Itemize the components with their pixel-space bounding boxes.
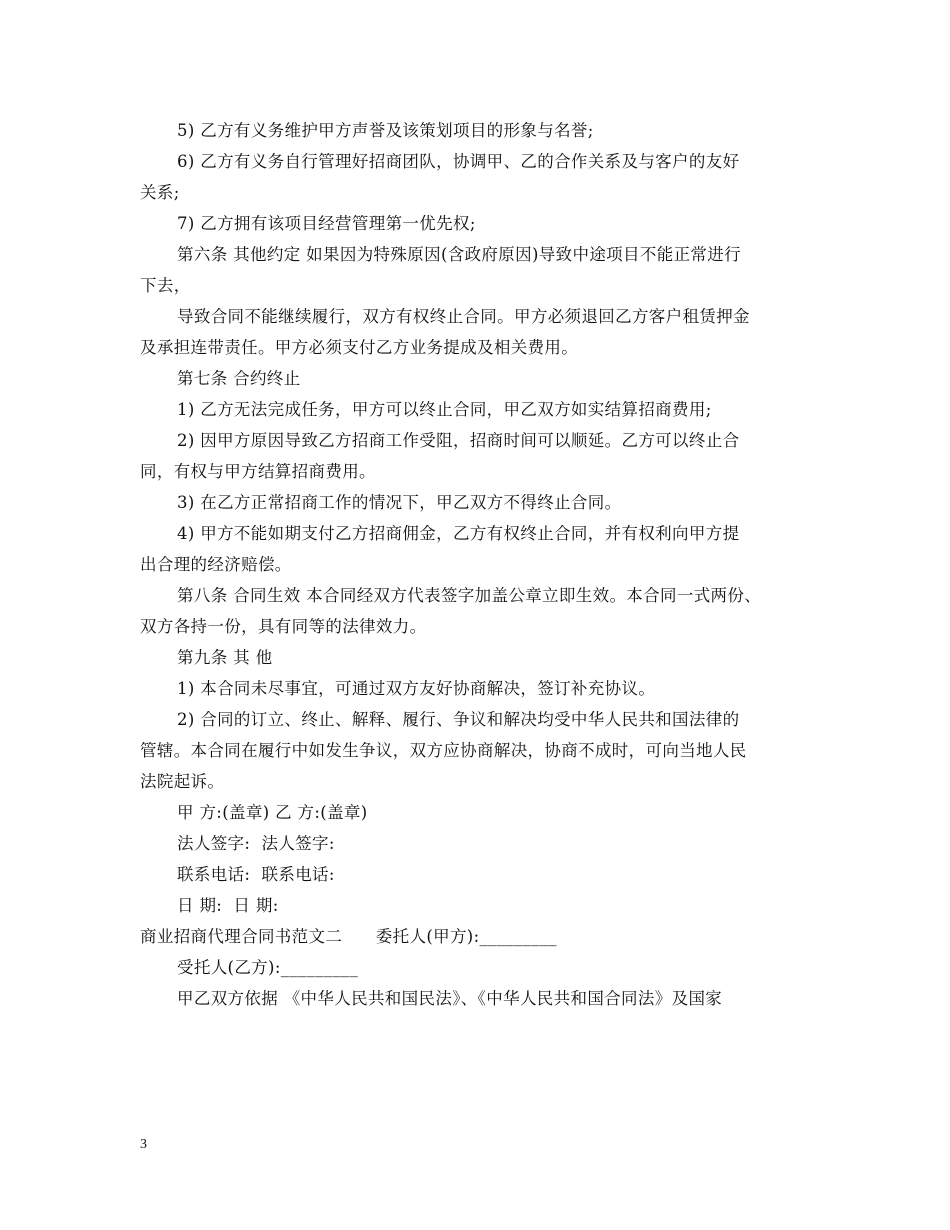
signature-line-legal-rep: 法人签字: 法人签字: bbox=[177, 834, 335, 853]
section-heading-line: 第八条 合同生效 本合同经双方代表签字加盖公章立即生效。本合同一式两份、 bbox=[177, 586, 762, 605]
paragraph-line: 下去， bbox=[140, 276, 191, 295]
paragraph-line: 导致合同不能继续履行，双方有权终止合同。甲方必须退回乙方客户租赁押金 bbox=[177, 307, 750, 326]
paragraph-line: 及承担连带责任。甲方必须支付乙方业务提成及相关费用。 bbox=[140, 338, 579, 357]
paragraph-line: 2) 因甲方原因导致乙方招商工作受阻，招商时间可以顺延。乙方可以终止合 bbox=[177, 431, 740, 450]
paragraph-line: 1) 乙方无法完成任务，甲方可以终止合同，甲乙双方如实结算招商费用; bbox=[177, 400, 712, 419]
section-title-line: 商业招商代理合同书范文二 委托人(甲方):_________ bbox=[140, 927, 557, 946]
paragraph-line: 双方各持一份，具有同等的法律效力。 bbox=[140, 617, 427, 636]
paragraph-line: 甲乙双方依据 《中华人民共和国民法》、《中华人民共和国合同法》及国家 bbox=[177, 989, 723, 1008]
document-body bbox=[140, 115, 812, 1014]
paragraph-line: 1) 本合同未尽事宜，可通过双方友好协商解决，签订补充协议。 bbox=[177, 679, 656, 698]
signature-line-phone: 联系电话: 联系电话: bbox=[177, 865, 335, 884]
signature-line-date: 日 期: 日 期: bbox=[177, 896, 279, 915]
paragraph-line: 出合理的经济赔偿。 bbox=[140, 555, 292, 574]
section-heading-line: 第七条 合约终止 bbox=[177, 369, 301, 388]
paragraph-line: 7) 乙方拥有该项目经营管理第一优先权; bbox=[177, 214, 476, 233]
paragraph-line: 5) 乙方有义务维护甲方声誉及该策划项目的形象与名誉; bbox=[177, 121, 594, 140]
paragraph-line: 4) 甲方不能如期支付乙方招商佣金，乙方有权终止合同，并有权利向甲方提 bbox=[177, 524, 740, 543]
paragraph-line: 3) 在乙方正常招商工作的情况下，甲乙双方不得终止合同。 bbox=[177, 493, 622, 512]
paragraph-line: 2) 合同的订立、终止、解释、履行、争议和解决均受中华人民共和国法律的 bbox=[177, 710, 740, 729]
paragraph-line: 受托人(乙方):_________ bbox=[177, 958, 359, 977]
section-heading-line: 第九条 其 他 bbox=[177, 648, 273, 667]
paragraph-line: 关系; bbox=[140, 183, 180, 202]
paragraph-line: 同，有权与甲方结算招商费用。 bbox=[140, 462, 376, 481]
paragraph-line: 6) 乙方有义务自行管理好招商团队，协调甲、乙的合作关系及与客户的友好 bbox=[177, 152, 740, 171]
paragraph-line: 法院起诉。 bbox=[140, 772, 225, 791]
paragraph-line: 管辖。本合同在履行中如发生争议，双方应协商解决，协商不成时，可向当地人民 bbox=[140, 741, 747, 760]
signature-line-party: 甲 方:(盖章) 乙 方:(盖章) bbox=[177, 803, 368, 822]
section-heading-line: 第六条 其他约定 如果因为特殊原因(含政府原因)导致中途项目不能正常进行 bbox=[177, 245, 741, 264]
page-number: 3 bbox=[140, 1137, 147, 1152]
